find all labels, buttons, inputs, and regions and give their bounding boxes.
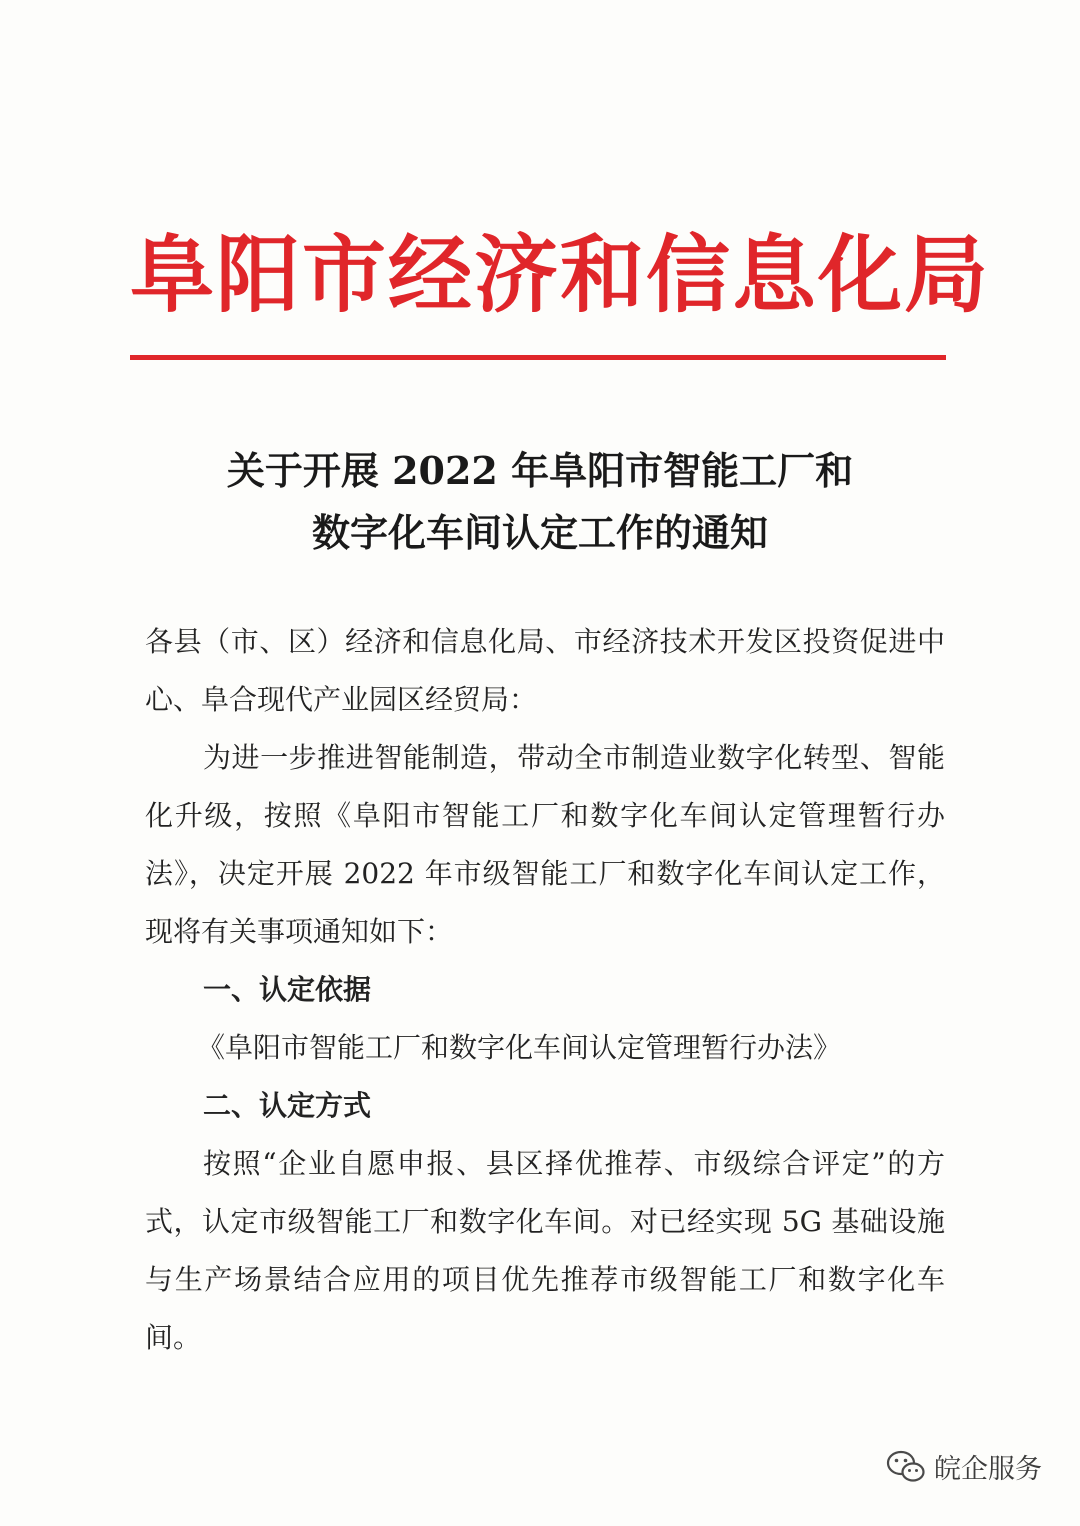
document-title-line-1: 关于开展 2022 年阜阳市智能工厂和 xyxy=(226,448,854,493)
issuing-organization-header: 阜阳市经济和信息化局 xyxy=(130,226,991,324)
document-body xyxy=(145,613,945,1367)
section-2-text: 按照“企业自愿申报、县区择优推荐、市级综合评定”的方式，认定市级智能工厂和数字化车间。对已经实现 5G 基础设施与生产场景结合应用的项目优先推荐市级智能工厂和数字化车间。 xyxy=(145,1147,945,1354)
section-1-text: 《阜阳市智能工厂和数字化车间认定管理暂行办法》 xyxy=(197,1031,842,1064)
wechat-watermark xyxy=(886,1447,1042,1486)
section-1-heading: 一、认定依据 xyxy=(203,973,372,1006)
document-title xyxy=(140,440,940,564)
red-header-rule xyxy=(130,355,946,360)
addressees-paragraph: 各县（市、区）经济和信息化局、市经济技术开发区投资促进中心、阜合现代产业园区经贸局： xyxy=(145,625,945,716)
document-title-line-2: 数字化车间认定工作的通知 xyxy=(311,510,768,555)
intro-paragraph: 为进一步推进智能制造，带动全市制造业数字化转型、智能化升级，按照《阜阳市智能工厂和数字化车间认定管理暂行办法》，决定开展 2022 年市级智能工厂和数字化车间认定工作，现将有关事项通知如下： xyxy=(145,741,945,948)
section-2-heading: 二、认定方式 xyxy=(203,1089,372,1122)
watermark-text: 皖企服务 xyxy=(934,1454,1042,1485)
wechat-icon xyxy=(886,1449,926,1485)
